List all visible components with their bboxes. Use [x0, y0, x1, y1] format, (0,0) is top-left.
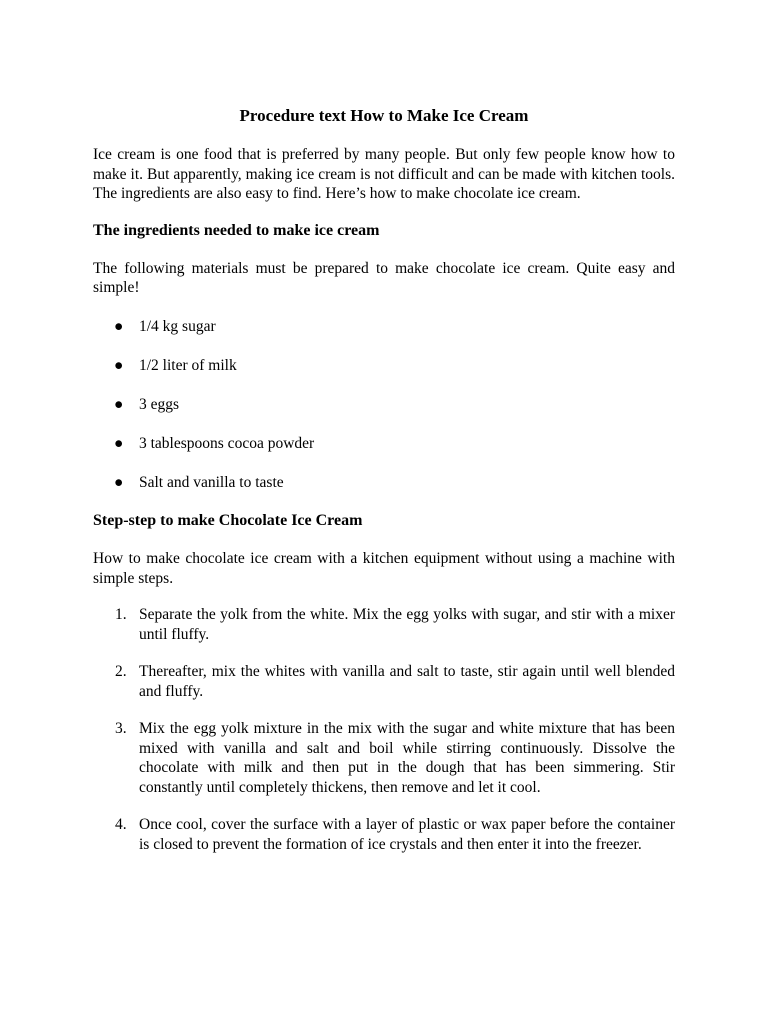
- steps-intro-paragraph: How to make chocolate ice cream with a kitchen equipment without using a machine with simple steps.: [93, 550, 675, 587]
- bullet-icon: ●: [114, 473, 124, 491]
- step-item: [93, 719, 675, 797]
- step-item: [93, 815, 675, 854]
- steps-list: [93, 605, 675, 854]
- step-number: 2.: [115, 663, 127, 680]
- ingredient-item: [93, 317, 675, 337]
- document-page: [93, 105, 675, 854]
- ingredient-item: [93, 434, 675, 454]
- step-text: Mix the egg yolk mixture in the mix with the sugar and white mixture that has been mixed with vanilla and salt and boil while stirring continuously. Dissolve the chocolate with milk and then put in the dough that has been simmering. Stir constantly until completely thickens, then remove and let it cool.: [139, 720, 675, 796]
- step-number: 4.: [115, 816, 127, 833]
- bullet-icon: ●: [114, 356, 124, 374]
- ingredients-intro-paragraph: The following materials must be prepared to make chocolate ice cream. Quite easy and simple!: [93, 259, 675, 296]
- step-item: [93, 662, 675, 701]
- step-text: Once cool, cover the surface with a layer of plastic or wax paper before the container is closed to prevent the formation of ice crystals and then enter it into the freezer.: [139, 816, 675, 853]
- step-item: [93, 605, 675, 644]
- bullet-icon: ●: [114, 317, 124, 335]
- step-text: Separate the yolk from the white. Mix the egg yolks with sugar, and stir with a mixer until fluffy.: [139, 606, 675, 643]
- document-title: Procedure text How to Make Ice Cream: [239, 106, 529, 125]
- ingredient-text: Salt and vanilla to taste: [139, 473, 284, 491]
- intro-paragraph: Ice cream is one food that is preferred by many people. But only few people know how to make it. But apparently, making ice cream is not difficult and can be made with kitchen tools. The ingredients are also easy to find. Here’s how to make chocolate ice cream.: [93, 146, 675, 202]
- ingredient-text: 1/2 liter of milk: [139, 356, 237, 374]
- ingredients-heading: The ingredients needed to make ice cream: [93, 221, 380, 239]
- bullet-icon: ●: [114, 434, 124, 452]
- ingredient-item: [93, 395, 675, 415]
- ingredient-item: [93, 473, 675, 493]
- ingredient-item: [93, 356, 675, 376]
- ingredients-list: [93, 317, 675, 493]
- ingredient-text: 3 eggs: [139, 395, 180, 413]
- ingredient-text: 1/4 kg sugar: [139, 317, 216, 335]
- step-number: 3.: [115, 720, 127, 737]
- bullet-icon: ●: [114, 395, 124, 413]
- step-number: 1.: [115, 606, 127, 623]
- step-text: Thereafter, mix the whites with vanilla and salt to taste, stir again until well blended and fluffy.: [139, 663, 675, 700]
- steps-heading: Step-step to make Chocolate Ice Cream: [93, 512, 363, 529]
- ingredient-text: 3 tablespoons cocoa powder: [139, 434, 315, 452]
